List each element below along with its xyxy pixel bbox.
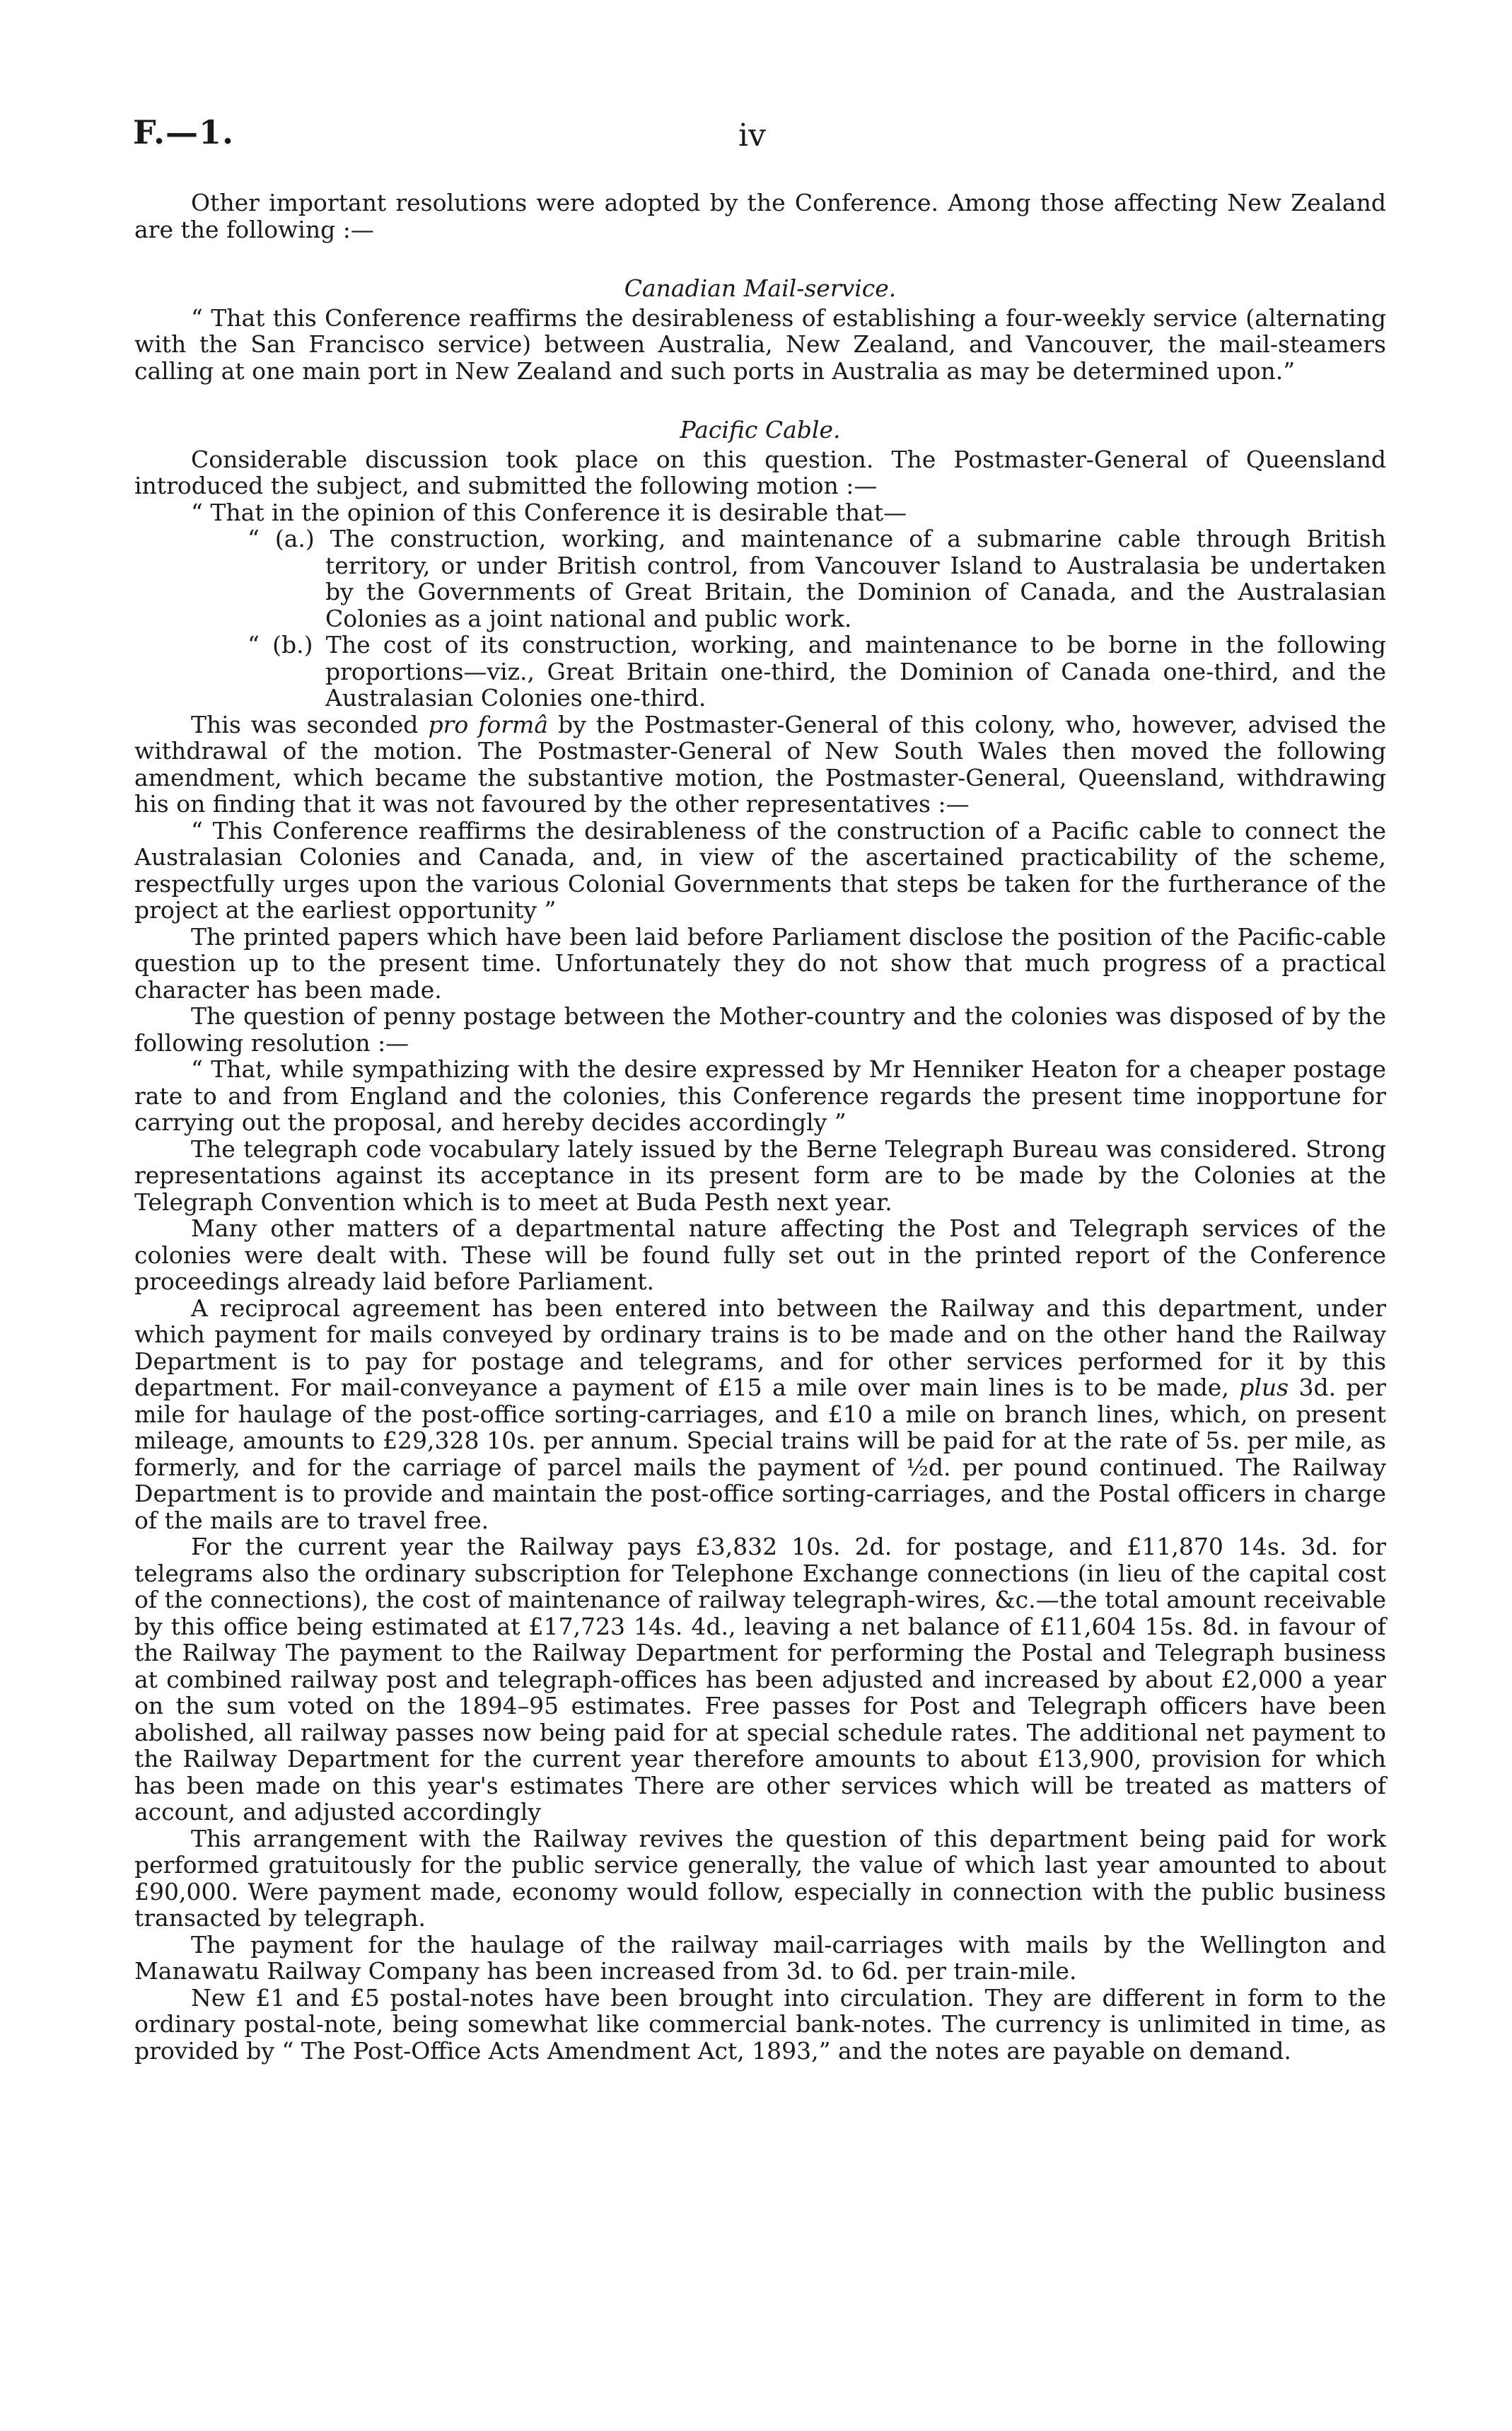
seconded-text-post: by the Postmaster-General of this colony, who, however, advised the withdrawal of the motion. The Postmaster-General of New South Wales then moved the following amendment, which became the substantive motion, the Postmaster-General, Queensland, withdrawing his on finding that it was not favoured by the other representatives :—: [134, 710, 1386, 818]
amendment-resolution: “ This Conference reaffirms the desirableness of the construction of a Pacific cable to connect the Australasian Colonies and Canada, and, in view of the ascertained practicability of the scheme, respectfully urges upon the various Colonial Governments that steps be taken for the furtherance of the project at the earliest opportunity ”: [134, 816, 1386, 924]
telegraph-code-paragraph: The telegraph code vocabulary lately issued by the Berne Telegraph Bureau was considered. Strong representations against its acceptance in its present form are to be made by the Colonies at the Telegraph Convention which is to meet at Buda Pesth next year.: [134, 1135, 1386, 1216]
current-year-paragraph: For the current year the Railway pays £3,832 10s. 2d. for postage, and £11,870 14s. 3d. for telegrams also the ordinary subscription for Telephone Exchange connections (in lieu of the capital cost of the connections), the cost of maintenance of railway telegraph-wires, &c.—the total amount receivable by this office being estimated at £17,723 14s. 4d., leaving a net balance of £11,604 15s. 8d. in favour of the Railway The payment to the Railway Department for performing the Postal and Telegraph business at combined railway post and telegraph-offices has been adjusted and increased by about £2,000 a year on the sum voted on the 1894–95 estimates. Free passes for Post and Telegraph officers have been abolished, all railway passes now being paid for at special schedule rates. The additional net payment to the Railway Department for the current year therefore amounts to about £13,900, provision for which has been made on this year's estimates There are other services which will be treated as matters of account, and adjusted accordingly: [134, 1533, 1386, 1826]
page-number: iv: [738, 117, 766, 153]
reciprocal-italic: plus: [1239, 1374, 1289, 1401]
document-reference: F.—1.: [133, 113, 235, 151]
section-heading-canadian: Canadian Mail-service.: [624, 274, 897, 302]
section-heading-pacific: Pacific Cable.: [680, 416, 841, 443]
seconded-italic: pro formâ: [428, 710, 549, 738]
pacific-clause-a: “ (a.) The construction, working, and maintenance of a submarine cable through British territory, or under British control, from Vancouver Island to Australasia be undertaken by the Governments of Great Britain, the Dominion of Canada, and the Australasian Colonies as a joint national and public work.: [248, 525, 1386, 632]
document-body: [134, 190, 1386, 2064]
seconded-text-pre: This was seconded: [191, 710, 419, 738]
reciprocal-text-pre: A reciprocal agreement has been entered into between the Railway and this department, under which payment for mails conveyed by ordinary trains is to be made and on the other hand the Railway Department is to pay for postage and telegrams, and for other services performed for it by this department. For mail-conveyance a payment of £15 a mile over main lines is to be made,: [134, 1294, 1386, 1401]
intro-paragraph: Other important resolutions were adopted by the Conference. Among those affecting New Zealand are the following :—: [134, 189, 1386, 243]
printed-papers-paragraph: The printed papers which have been laid before Parliament disclose the position of the Pacific-cable question up to the present time. Unfortunately they do not show that much progress of a practical character has been made.: [134, 922, 1386, 1004]
reciprocal-agreement-paragraph: [134, 1295, 1386, 1534]
penny-postage-resolution: “ That, while sympathizing with the desire expressed by Mr Henniker Heaton for a cheaper postage rate to and from England and the colonies, this Conference regards the present time inopportune for carrying out the proposal, and hereby decides accordingly ”: [134, 1055, 1386, 1136]
pacific-intro: Considerable discussion took place on this question. The Postmaster-General of Queensland introduced the subject, and submitted the following motion :—: [134, 445, 1386, 499]
canadian-resolution: “ That this Conference reaffirms the desirableness of establishing a four-weekly service (alternating with the San Francisco service) between Australia, New Zealand, and Vancouver, the mail-steamers calling at one main port in New Zealand and such ports in Australia as may be determined upon.”: [134, 303, 1386, 385]
reciprocal-text-post: 3d. per mile for haulage of the post-office sorting-carriages, and £10 a mile on branch lines, which, on present mileage, amounts to £29,328 10s. per annum. Special trains will be paid for at the rate of 5s. per mile, as formerly, and for the carriage of parcel mails the payment of ½d. per pound continued. The Railway Department is to provide and maintain the post-office sorting-carriages, and the Postal officers in charge of the mails are to travel free.: [134, 1374, 1386, 1534]
pacific-clause-b: “ (b.) The cost of its construction, working, and maintenance to be borne in the following proportions—viz., Great Britain one-third, the Dominion of Canada one-third, and the Australasian Colonies one-third.: [248, 631, 1386, 712]
penny-postage-paragraph: The question of penny postage between the Mother-country and the colonies was disposed of by the following resolution :—: [134, 1002, 1386, 1057]
other-matters-paragraph: Many other matters of a departmental nature affecting the Post and Telegraph services of the colonies were dealt with. These will be found fully set out in the printed report of the Conference proceedings already laid before Parliament.: [134, 1214, 1386, 1295]
pacific-motion: “ That in the opinion of this Conference it is desirable that—: [191, 498, 907, 526]
postal-notes-paragraph: New £1 and £5 postal-notes have been brought into circulation. They are different in form to the ordinary postal-note, being somewhat like commercial bank-notes. The currency is unlimited in time, as provided by “ The Post-Office Acts Amendment Act, 1893,” and the notes are payable on demand.: [134, 1983, 1386, 2065]
arrangement-paragraph: This arrangement with the Railway revives the question of this department being paid for work performed gratuitously for the public service generally, the value of which last year amounted to about £90,000. Were payment made, economy would follow, especially in connection with the public business transacted by telegraph.: [134, 1824, 1386, 1932]
seconded-paragraph: [134, 712, 1386, 818]
haulage-paragraph: The payment for the haulage of the railway mail-carriages with mails by the Wellington and Manawatu Railway Company has been increased from 3d. to 6d. per train-mile.: [134, 1930, 1386, 1985]
